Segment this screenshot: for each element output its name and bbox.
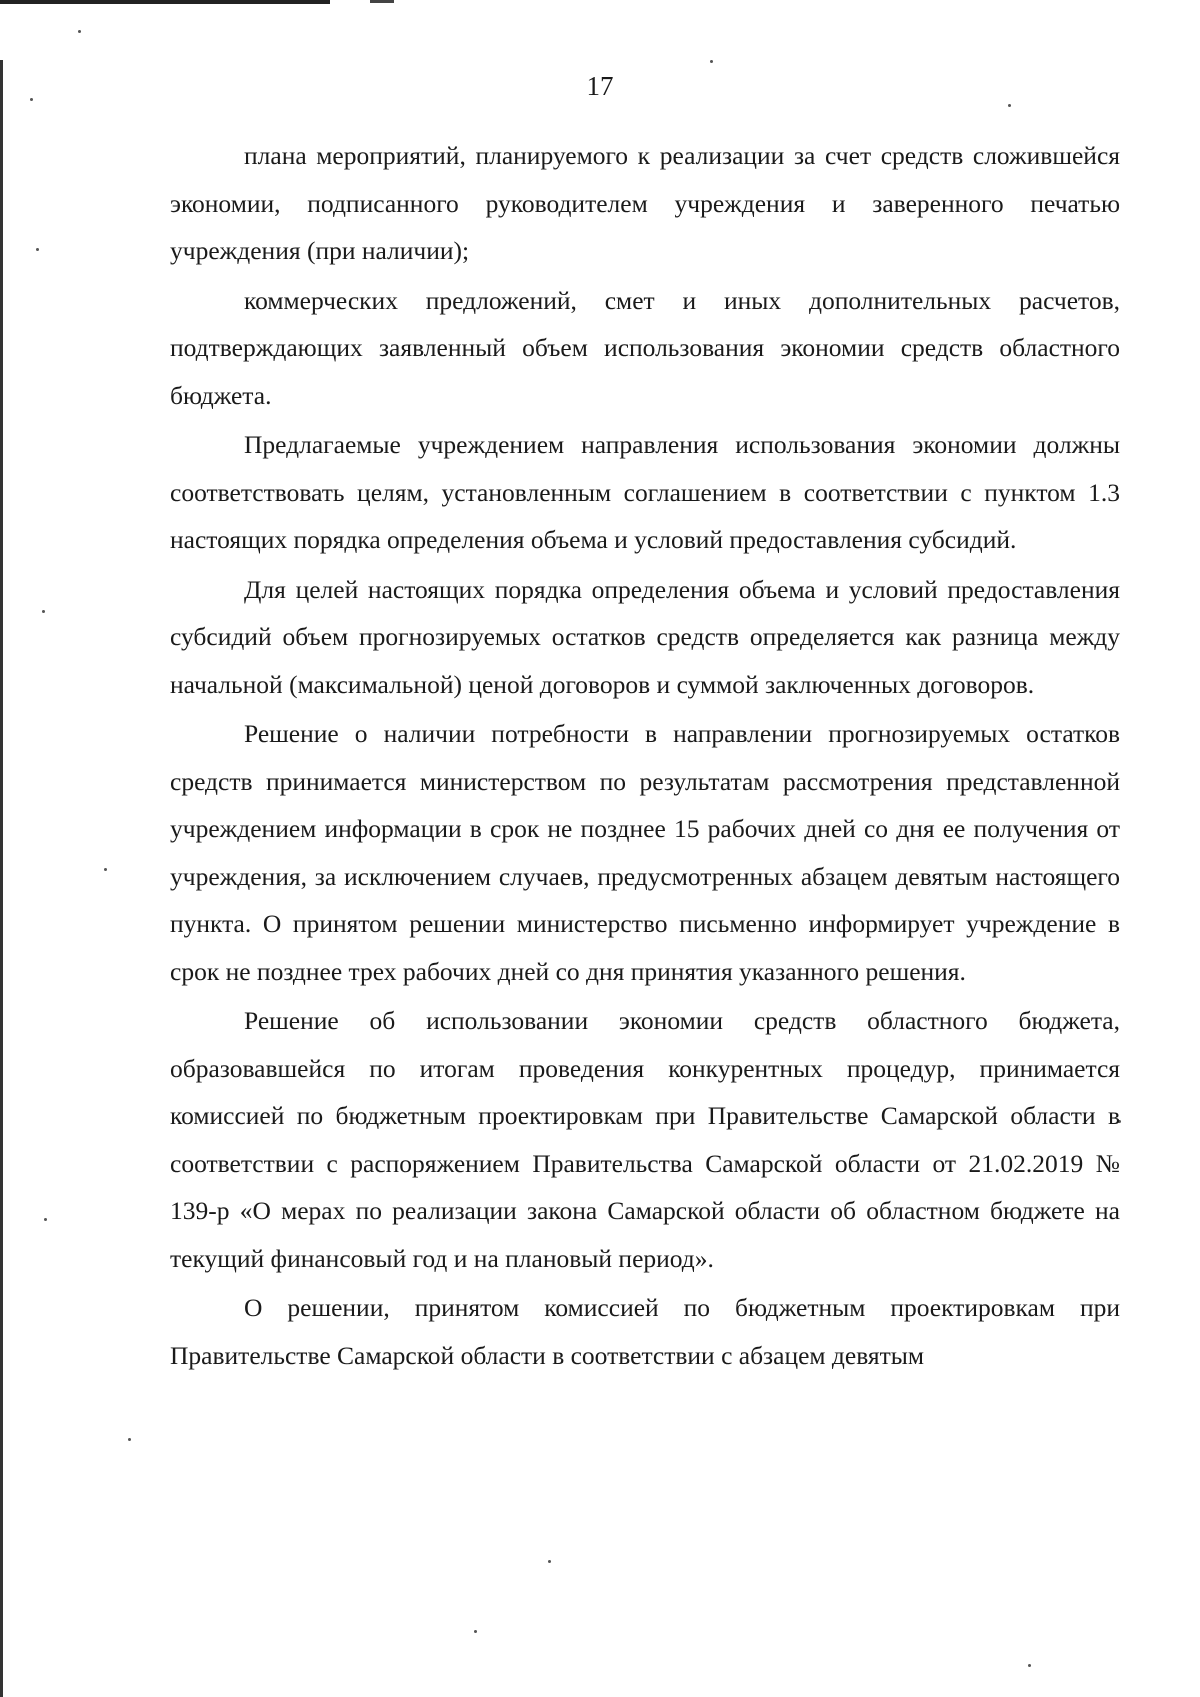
page-number: 17 [586, 71, 614, 101]
paragraph: коммерческих предложений, смет и иных дополнительных расчетов, подтверждающих заявленный объем использования экономии средств областного бюджета. [170, 285, 1120, 410]
scan-speck [128, 1438, 131, 1441]
paragraph: Предлагаемые учреждением направления использования экономии должны соответствовать целям, установленным соглашением в соответствии с пунктом 1.3 настоящих порядка определения объема и условий предоставления субсидий. [170, 430, 1120, 554]
scan-speck [104, 868, 107, 871]
scan-speck [474, 1630, 477, 1633]
paragraph: Решение об использовании экономии средств областного бюджета, образовавшейся по итогам проведения конкурентных процедур, принимается комиссией по бюджетным проектировкам при Правительстве Самарской области в соответствии с распоряжением Правительства Самарской области от 21.02.2019 № 139-р «О мерах по реализации закона Самарской области об областном бюджете на текущий финансовый год и на плановый период». [170, 1006, 1120, 1273]
paragraph: Решение о наличии потребности в направлении прогнозируемых остатков средств принимается министерством по результатам рассмотрения представленной учреждением информации в срок не позднее 15 рабочих дней со дня ее получения от учреждения, за исключением случаев, предусмотренных абзацем девятым настоящего пункта. О принятом решении министерство письменно информирует учреждение в срок не позднее трех рабочих дней со дня принятия указанного решения. [170, 719, 1120, 986]
scan-speck [710, 60, 713, 63]
scan-edge-mark [370, 0, 394, 3]
scan-edge-left [0, 60, 3, 1697]
scan-speck [42, 610, 45, 613]
scan-speck [36, 248, 39, 251]
paragraph: Для целей настоящих порядка определения объема и условий предоставления субсидий объем прогнозируемых остатков средств определяется как разница между начальной (максимальной) ценой договоров и суммой заключенных договоров. [170, 574, 1120, 699]
document-body [170, 132, 1120, 1379]
paragraph: плана мероприятий, планируемого к реализации за счет средств сложившейся экономии, подписанного руководителем учреждения и заверенного печатью учреждения (при наличии); [170, 141, 1120, 265]
paragraph: О решении, принятом комиссией по бюджетным проектировкам при Правительстве Самарской области в соответствии с абзацем девятым [170, 1293, 1120, 1370]
scan-speck [1028, 1664, 1031, 1667]
scan-speck [548, 1560, 551, 1563]
scan-speck [78, 30, 81, 33]
scan-edge-top [0, 0, 330, 4]
scan-speck [44, 1218, 47, 1221]
